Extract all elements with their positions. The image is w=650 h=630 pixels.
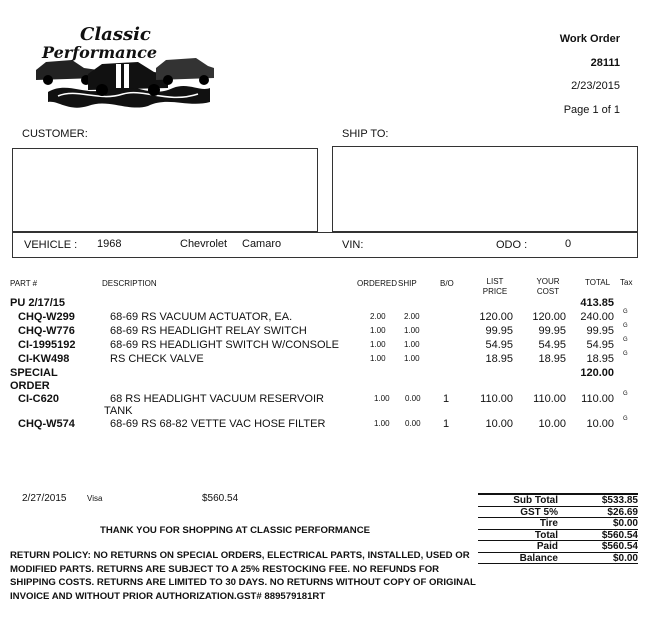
col-your-cost-1: YOUR [536, 277, 560, 286]
item-ordered: 1.00 [374, 419, 390, 428]
item-backorder: 1 [443, 418, 450, 430]
item-ordered: 2.00 [370, 312, 386, 321]
totals-value: $560.54 [601, 541, 638, 552]
totals-label: Sub Total [513, 495, 558, 506]
return-policy: RETURN POLICY: NO RETURNS ON SPECIAL ORDERS, ELECTRICAL PARTS, INSTALLED, USED OR MODIFIED PARTS. RETURNS ARE SUBJECT TO A 25% RESTOCKING FEE. NO REFUNDS FOR SHIPPING COSTS. RETURNS ARE LIMITED TO 30 DAYS. NO RETURNS WITHOUT COPY OF ORIGINAL INVOICE AND WITHOUT PRIOR AUTHORIZATION.GST# 889579181RT [10, 550, 476, 602]
item-ship: 1.00 [404, 354, 420, 363]
item-description: 68-69 RS HEADLIGHT SWITCH W/CONSOLE [110, 339, 340, 351]
item-description: 68 RS HEADLIGHT VACUUM RESERVOIR [110, 393, 324, 405]
item-ordered: 1.00 [370, 326, 386, 335]
item-description: 68-69 RS HEADLIGHT RELAY SWITCH [110, 325, 307, 337]
page-indicator: Page 1 of 1 [563, 104, 620, 116]
item-total: 99.95 [586, 325, 614, 337]
item-list-price: 10.00 [485, 418, 513, 430]
totals-value: $0.00 [612, 552, 638, 564]
item-part: CHQ-W776 [18, 325, 75, 337]
item-list-price: 110.00 [480, 393, 513, 405]
item-list-price: 99.95 [485, 325, 513, 337]
item-your-cost: 120.00 [532, 311, 566, 323]
item-part: CI-KW498 [18, 353, 70, 365]
item-part: CI-C620 [18, 393, 59, 405]
col-total: TOTAL [585, 278, 611, 287]
item-list-price: 18.95 [485, 353, 513, 365]
item-description: RS CHECK VALVE [110, 353, 204, 365]
item-tax-code: G [623, 323, 628, 329]
item-ship: 1.00 [404, 340, 420, 349]
item-part: CHQ-W299 [18, 311, 75, 323]
group-total: 120.00 [580, 367, 614, 379]
item-ship: 0.00 [405, 394, 421, 403]
svg-text:Performance: Performance [42, 43, 158, 62]
work-order-number: 28111 [590, 57, 620, 69]
totals-row [478, 541, 638, 553]
item-backorder: 1 [443, 393, 450, 405]
totals-value: $560.54 [601, 529, 638, 541]
document-type: Work Order [559, 33, 620, 45]
item-ordered: 1.00 [370, 340, 386, 349]
item-ship: 0.00 [405, 419, 421, 428]
item-your-cost: 99.95 [538, 325, 566, 337]
item-tax-code: G [623, 309, 628, 315]
payment-date: 2/27/2015 [22, 493, 67, 504]
vehicle-make: Chevrolet [180, 238, 228, 250]
totals-label: GST 5% [520, 506, 558, 518]
customer-label: CUSTOMER: [22, 128, 88, 140]
group-total: 413.85 [580, 297, 614, 309]
group-label: PU 2/17/15 [10, 297, 66, 309]
item-list-price: 120.00 [479, 311, 513, 323]
item-tax-code: G [623, 337, 628, 343]
col-list-price-1: LIST [486, 277, 504, 286]
item-part: CHQ-W574 [18, 418, 75, 430]
item-tax-code: G [623, 416, 628, 422]
col-your-cost-2: COST [536, 287, 560, 296]
totals-table [478, 493, 638, 564]
col-tax: Tax [620, 278, 633, 287]
totals-label: Tire [539, 518, 558, 529]
item-your-cost: 18.95 [538, 353, 566, 365]
vehicle-model: Camaro [242, 238, 282, 250]
totals-value: $26.69 [607, 506, 638, 518]
payment-amount: $560.54 [202, 493, 239, 504]
svg-text:Classic: Classic [80, 24, 151, 45]
col-description: DESCRIPTION [102, 279, 157, 288]
item-ordered: 1.00 [370, 354, 386, 363]
ship-to-label: SHIP TO: [342, 128, 389, 140]
col-ship: SHIP [398, 279, 417, 288]
vehicle-year: 1968 [97, 238, 122, 250]
vin-label: VIN: [342, 239, 364, 251]
item-description: 68-69 RS 68-82 VETTE VAC HOSE FILTER [110, 418, 326, 430]
work-order-date: 2/23/2015 [571, 80, 620, 92]
item-tax-code: G [623, 391, 628, 397]
customer-box [12, 148, 318, 232]
item-tax-code: G [623, 351, 628, 357]
col-ordered: ORDERED [357, 279, 398, 288]
item-total: 240.00 [580, 311, 614, 323]
item-your-cost: 110.00 [533, 393, 566, 405]
item-total: 10.00 [586, 418, 614, 430]
col-part: PART # [10, 279, 38, 288]
odo-value: 0 [565, 238, 572, 250]
item-total: 18.95 [586, 353, 614, 365]
totals-value: $533.85 [601, 495, 638, 506]
thank-you-message: THANK YOU FOR SHOPPING AT CLASSIC PERFORMANCE [100, 525, 371, 536]
item-your-cost: 10.00 [538, 418, 566, 430]
col-bo: B/O [440, 279, 454, 288]
group-label-line-2: ORDER [10, 380, 50, 392]
item-ship: 1.00 [404, 326, 420, 335]
odo-label: ODO : [496, 239, 528, 251]
totals-row [478, 530, 638, 542]
totals-row [478, 553, 638, 565]
totals-label: Total [534, 529, 558, 541]
totals-row [478, 495, 638, 507]
item-list-price: 54.95 [485, 339, 513, 351]
item-description: 68-69 RS VACUUM ACTUATOR, EA. [110, 311, 293, 323]
item-description-line-2: TANK [104, 405, 133, 417]
ship-to-box [332, 146, 638, 232]
item-total: 110.00 [581, 393, 614, 405]
col-list-price-2: PRICE [482, 287, 508, 296]
totals-value: $0.00 [612, 518, 638, 529]
item-part: CI-1995192 [18, 339, 76, 351]
group-label: SPECIAL [10, 367, 58, 379]
item-total: 54.95 [586, 339, 614, 351]
totals-row [478, 507, 638, 519]
vehicle-label: VEHICLE : [24, 239, 78, 251]
classic-performance-logo [28, 18, 218, 110]
item-your-cost: 54.95 [538, 339, 566, 351]
item-ordered: 1.00 [374, 394, 390, 403]
totals-label: Paid [536, 541, 558, 552]
item-ship: 2.00 [404, 312, 420, 321]
payment-method: Visa [87, 494, 103, 503]
totals-label: Balance [519, 552, 558, 564]
totals-row [478, 518, 638, 530]
